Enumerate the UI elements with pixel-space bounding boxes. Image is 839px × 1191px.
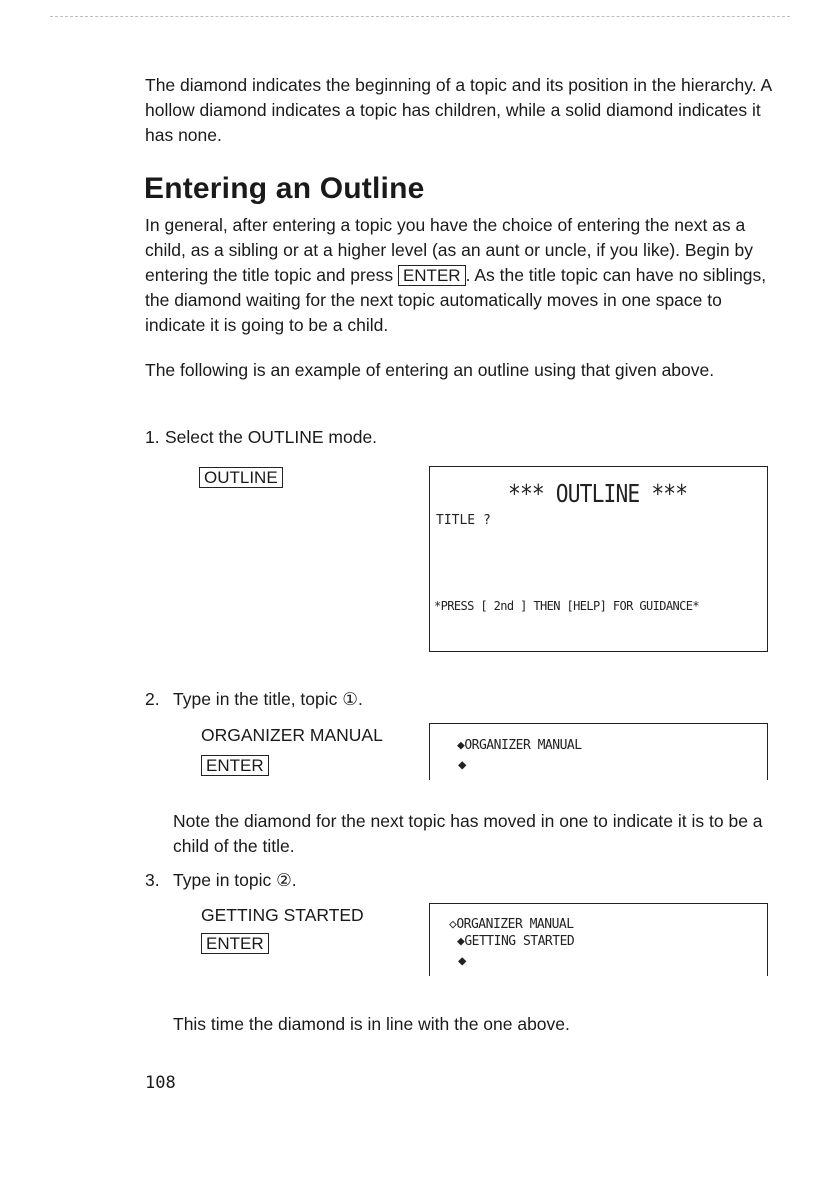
step3-text: Type in topic ②. [173,870,297,890]
enter-key: ENTER [201,755,269,776]
lcd-screen-outline [429,466,768,652]
lcd-cursor-diamond: ◆ [458,953,467,969]
step2-entry: ORGANIZER MANUAL [201,725,383,745]
lcd-cursor-diamond: ◆ [458,757,467,773]
section-heading: Entering an Outline [144,172,425,205]
step1-text: Select the OUTLINE mode. [165,427,378,447]
step2-text: Type in the title, topic ①. [173,689,363,709]
lcd-title-prompt: TITLE ? [436,513,491,528]
lcd-screen-step2 [429,723,768,780]
paragraph-example: The following is an example of entering an outline using that given above. [145,360,715,380]
step1-outline-key [199,467,283,488]
outline-key: OUTLINE [199,467,283,488]
enter-key: ENTER [201,933,269,954]
step3-enter-key-wrap [201,933,269,954]
step3-number: 3. [145,870,160,890]
lcd-line-organizer: ◆ORGANIZER MANUAL [457,738,582,753]
step2-note: Note the diamond for the next topic has moved in one to indicate it is to be a child of the title. [173,811,763,856]
enter-key-inline: ENTER [398,265,466,286]
step2-number: 2. [145,689,160,709]
paragraph-entering-part2: . As the title topic can have no siblings, the diamond waiting for the next topic automatically moves in one space to indicate it is going to be a child. [145,265,767,335]
lcd-line-getting-started: ◆GETTING STARTED [457,934,575,949]
paragraph-entering [145,213,775,338]
lcd-line-organizer: ◇ORGANIZER MANUAL [449,917,574,932]
step1-number: 1. [145,427,160,447]
page-number: 108 [145,1073,176,1093]
lcd-screen-step3 [429,903,768,976]
intro-paragraph: The diamond indicates the beginning of a topic and its position in the hierarchy. A hollow diamond indicates a topic has children, while a solid diamond indicates it has none. [145,75,772,145]
step3-entry: GETTING STARTED [201,905,364,925]
step2-enter-key-wrap [201,755,269,776]
step3-note: This time the diamond is in line with the one above. [173,1014,570,1034]
top-edge-rule [50,16,790,18]
lcd-help-line: *PRESS [ 2nd ] THEN [HELP] FOR GUIDANCE* [434,599,699,613]
paragraph-entering-part1: In general, after entering a topic you have the choice of entering the next as a child, as a sibling or at a higher level (as an aunt or uncle, if you like). Begin by entering the title topic and press [145,215,753,285]
lcd-banner: *** OUTLINE *** [508,479,688,508]
